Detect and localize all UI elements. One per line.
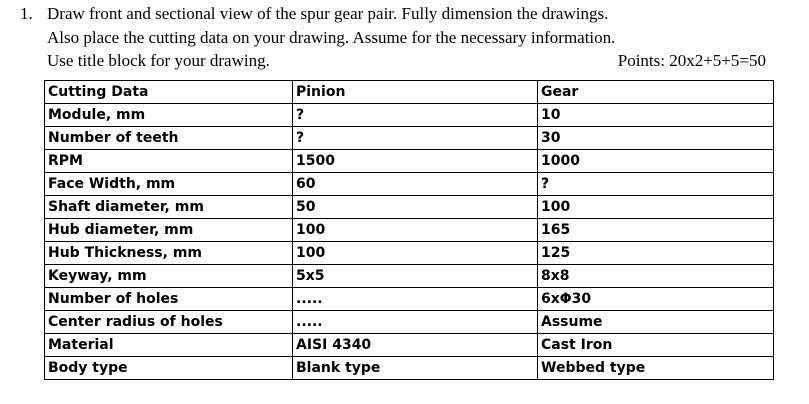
table-row xyxy=(45,104,774,127)
pinion-value: ? xyxy=(293,127,538,150)
row-label: Body type xyxy=(45,357,293,380)
table-row xyxy=(45,219,774,242)
header-cutting-data: Cutting Data xyxy=(45,81,293,104)
question-block xyxy=(20,2,790,73)
table-row xyxy=(45,173,774,196)
question-text-3: Use title block for your drawing. xyxy=(47,51,270,70)
pinion-value: 50 xyxy=(293,196,538,219)
table-row xyxy=(45,242,774,265)
points-label: Points: 20x2+5+5=50 xyxy=(617,51,766,70)
gear-value: 6xΦ30 xyxy=(538,288,774,311)
table-row xyxy=(45,196,774,219)
gear-value: 30 xyxy=(538,127,774,150)
pinion-value: 60 xyxy=(293,173,538,196)
gear-value: 125 xyxy=(538,242,774,265)
table-row xyxy=(45,127,774,150)
pinion-value: 100 xyxy=(293,242,538,265)
row-label: Center radius of holes xyxy=(45,311,293,334)
table-header-row xyxy=(45,81,774,104)
pinion-value: ..... xyxy=(293,288,538,311)
row-label: Module, mm xyxy=(45,104,293,127)
gear-value: 165 xyxy=(538,219,774,242)
gear-value: Webbed type xyxy=(538,357,774,380)
question-line-2 xyxy=(20,26,790,50)
header-pinion: Pinion xyxy=(293,81,538,104)
gear-value: Assume xyxy=(538,311,774,334)
question-line-1 xyxy=(20,2,790,26)
table-row xyxy=(45,311,774,334)
pinion-value: ..... xyxy=(293,311,538,334)
table-row xyxy=(45,150,774,173)
row-label: RPM xyxy=(45,150,293,173)
row-label: Shaft diameter, mm xyxy=(45,196,293,219)
pinion-value: ? xyxy=(293,104,538,127)
gear-value: Cast Iron xyxy=(538,334,774,357)
cutting-data-table xyxy=(44,80,774,380)
pinion-value: Blank type xyxy=(293,357,538,380)
row-label: Number of holes xyxy=(45,288,293,311)
question-line-3 xyxy=(20,49,790,73)
gear-value: 1000 xyxy=(538,150,774,173)
gear-value: 100 xyxy=(538,196,774,219)
row-label: Material xyxy=(45,334,293,357)
row-label: Hub diameter, mm xyxy=(45,219,293,242)
table-row xyxy=(45,334,774,357)
pinion-value: 5x5 xyxy=(293,265,538,288)
question-number: 1. xyxy=(20,4,33,23)
question-text-2: Also place the cutting data on your drawing. Assume for the necessary information. xyxy=(47,27,616,47)
table-row xyxy=(45,357,774,380)
pinion-value: AISI 4340 xyxy=(293,334,538,357)
gear-value: 10 xyxy=(538,104,774,127)
gear-value: ? xyxy=(538,173,774,196)
header-gear: Gear xyxy=(538,81,774,104)
row-label: Hub Thickness, mm xyxy=(45,242,293,265)
row-label: Keyway, mm xyxy=(45,265,293,288)
row-label: Number of teeth xyxy=(45,127,293,150)
pinion-value: 1500 xyxy=(293,150,538,173)
question-text-1: Draw front and sectional view of the spur gear pair. Fully dimension the drawings. xyxy=(47,4,609,23)
row-label: Face Width, mm xyxy=(45,173,293,196)
pinion-value: 100 xyxy=(293,219,538,242)
gear-value: 8x8 xyxy=(538,265,774,288)
table-row xyxy=(45,288,774,311)
table-row xyxy=(45,265,774,288)
